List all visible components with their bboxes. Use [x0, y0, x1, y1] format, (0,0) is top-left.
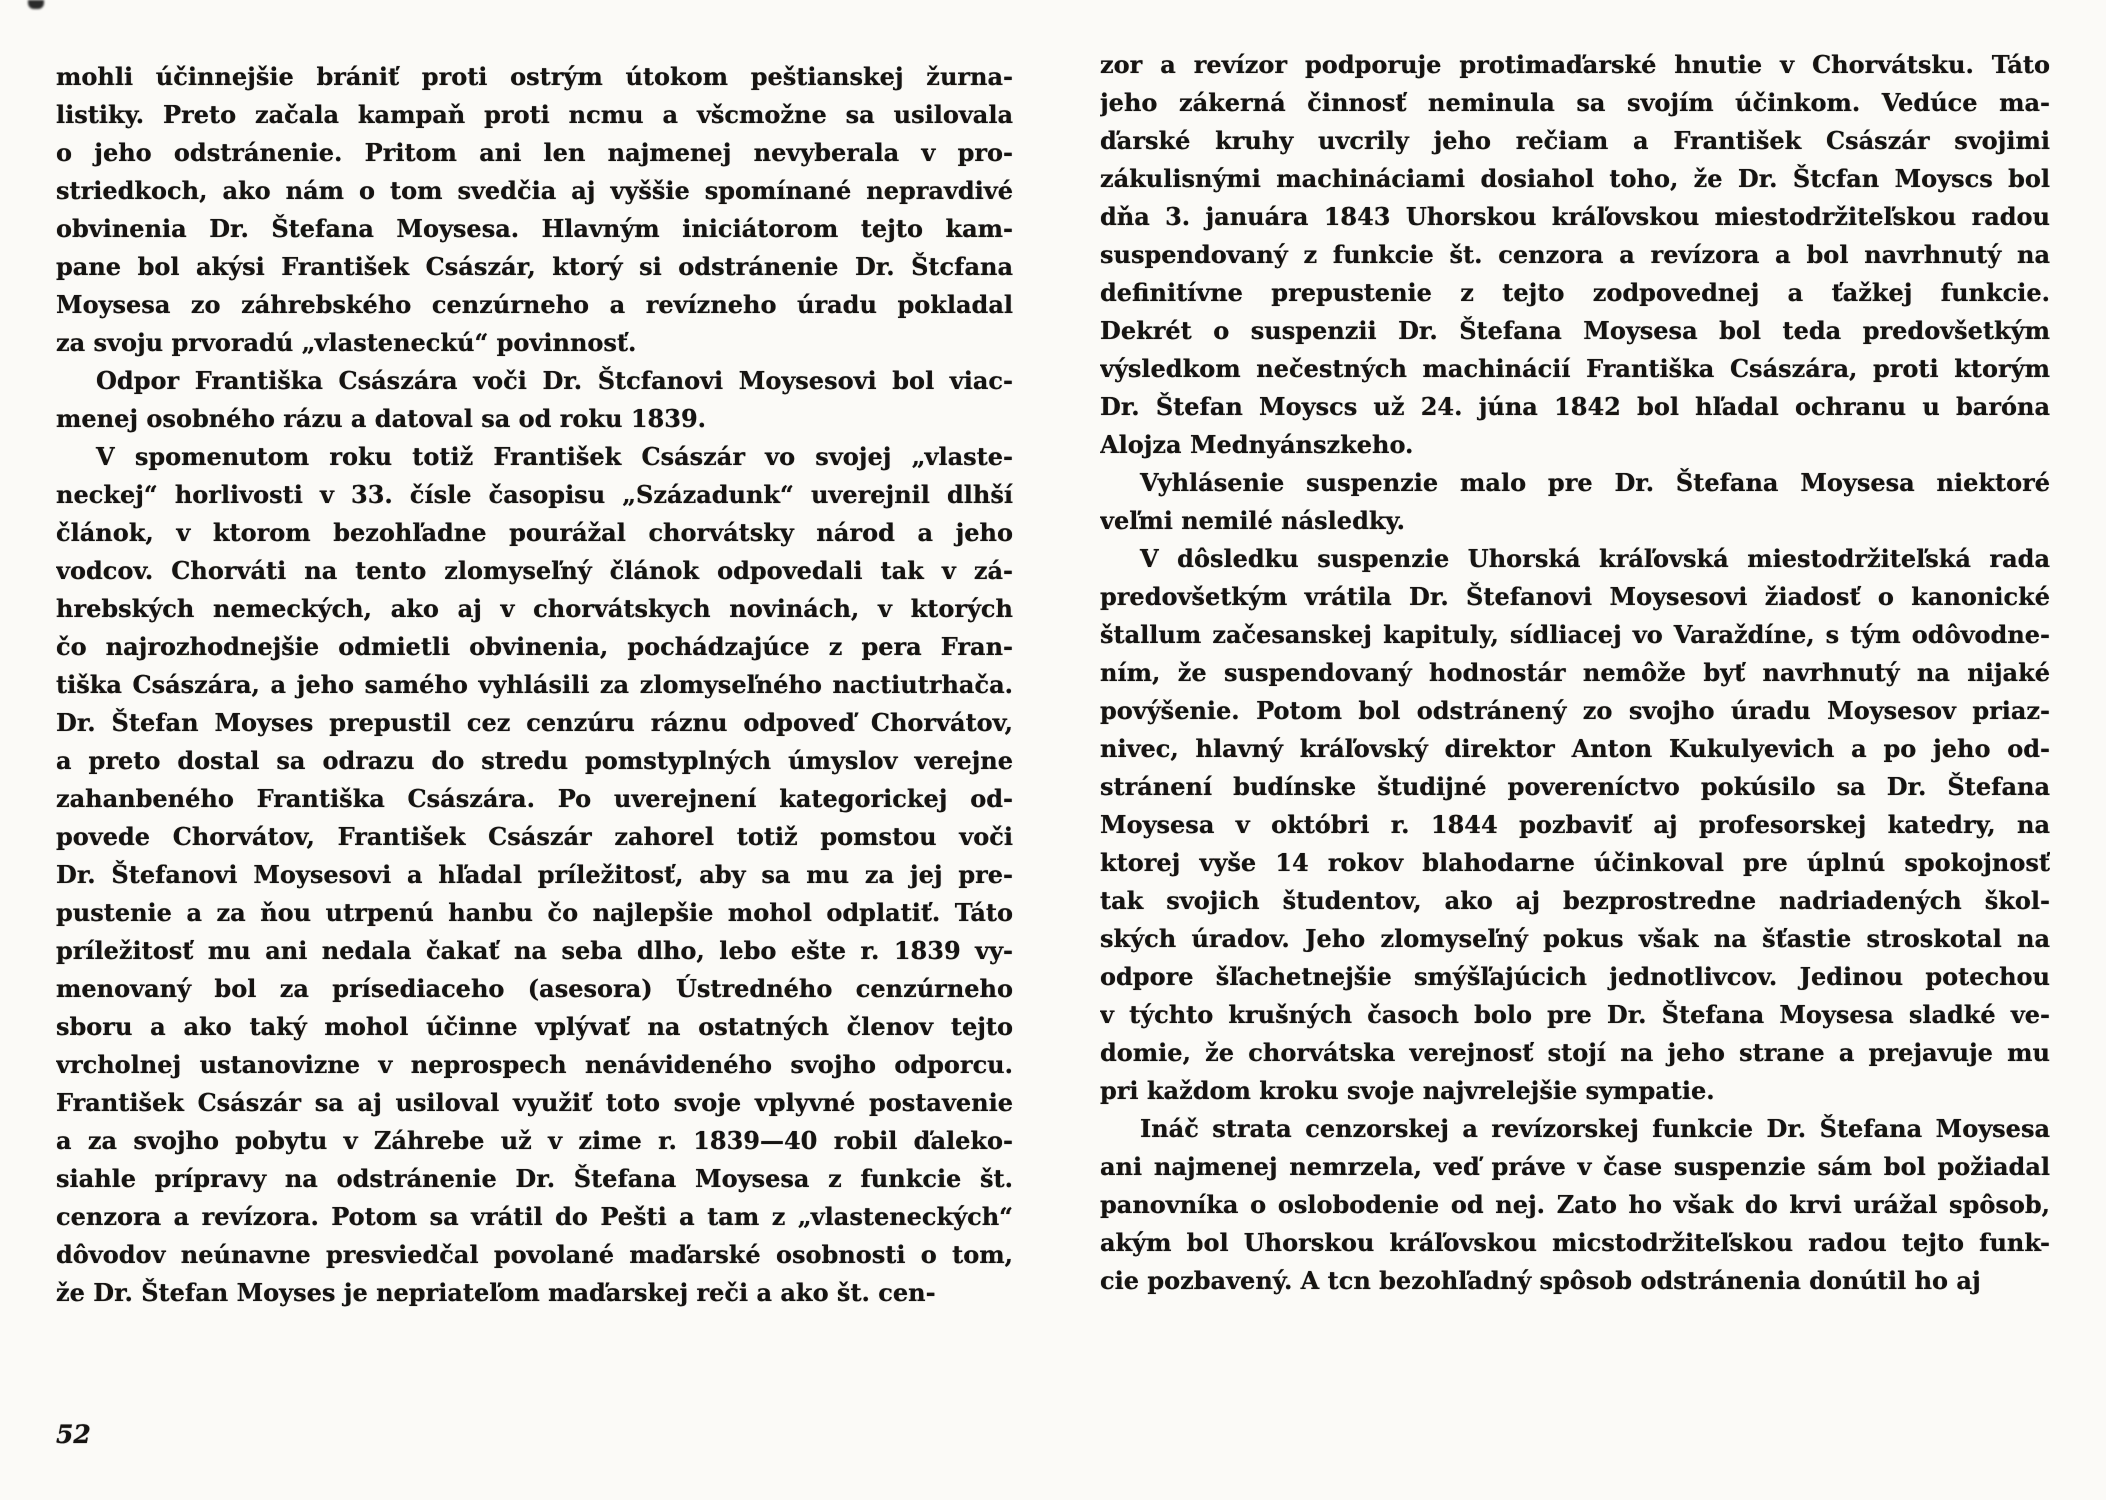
text-line: akým bol Uhorskou kráľovskou micstodržiteľskou radou tejto funk- — [1100, 1228, 2050, 1257]
text-line: nivec, hlavný kráľovský direktor Anton Kukulyevich a po jeho od- — [1100, 734, 2050, 763]
page-number: 52 — [56, 1420, 91, 1449]
text-line: zor a revízor podporuje protimaďarské hnutie v Chorvátsku. Táto — [1100, 50, 2050, 79]
text-line: príležitosť mu ani nedala čakať na seba dlho, lebo ešte r. 1839 vy- — [56, 936, 1013, 965]
paragraph — [1100, 1110, 2050, 1300]
text-line: tiška Császára, a jeho samého vyhlásili za zlomyseľného nactiutrhača. — [56, 670, 1013, 699]
text-line: v týchto krušných časoch bolo pre Dr. Štefana Moysesa sladké ve- — [1100, 1000, 2050, 1029]
text-line: Moysesa v októbri r. 1844 pozbaviť aj profesorskej katedry, na — [1100, 810, 2050, 839]
paragraph — [56, 362, 1013, 438]
text-line: V spomenutom roku totiž František Császár vo svojej „vlaste- — [96, 442, 1013, 471]
text-line: pane bol akýsi František Császár, ktorý si odstránenie Dr. Štcfana — [56, 252, 1013, 281]
text-line: vrcholnej ustanovizne v neprospech nenávideného svojho odporcu. — [56, 1050, 1013, 1079]
text-line: Dr. Štefan Moyses prepustil cez cenzúru ráznu odpoveď Chorvátov, — [56, 708, 1013, 737]
text-line: listiky. Preto začala kampaň proti ncmu a všcmožne sa usilovala — [56, 100, 1013, 129]
text-line: Odpor Františka Császára voči Dr. Štcfanovi Moysesovi bol viac- — [96, 366, 1013, 395]
text-line: pustenie a za ňou utrpenú hanbu čo najlepšie mohol odplatiť. Táto — [56, 898, 1013, 927]
text-line: jeho zákerná činnosť neminula sa svojím účinkom. Vedúce ma- — [1100, 88, 2050, 117]
text-line: o jeho odstránenie. Pritom ani len najmenej nevyberala v pro- — [56, 138, 1013, 167]
text-line: V dôsledku suspenzie Uhorská kráľovská miestodržiteľská rada — [1140, 544, 2050, 573]
text-line: neckej“ horlivosti v 33. čísle časopisu „Századunk“ uverejnil dlhší — [56, 480, 1013, 509]
text-line: veľmi nemilé následky. — [1100, 506, 1406, 535]
text-line: stránení budínske študijné povereníctvo pokúsilo sa Dr. Štefana — [1100, 772, 2050, 801]
text-line: čo najrozhodnejšie odmietli obvinenia, pochádzajúce z pera Fran- — [56, 632, 1013, 661]
text-line: ktorej vyše 14 rokov blahodarne účinkoval pre úplnú spokojnosť — [1100, 848, 2050, 877]
text-line: dôvodov neúnavne presviedčal povolané maďarské osobnosti o tom, — [56, 1240, 1013, 1269]
text-line: Vyhlásenie suspenzie malo pre Dr. Štefana Moysesa niektoré — [1140, 468, 2050, 497]
text-line: striedkoch, ako nám o tom svedčia aj vyššie spomínané nepravdivé — [56, 176, 1013, 205]
paragraph — [56, 438, 1013, 1312]
text-line: povýšenie. Potom bol odstránený zo svojho úradu Moysesov priaz- — [1100, 696, 2050, 725]
paragraph — [1100, 464, 2050, 540]
text-line: sboru a ako taký mohol účinne vplývať na ostatných členov tejto — [56, 1012, 1013, 1041]
text-line: zákulisnými machináciami dosiahol toho, že Dr. Štcfan Moyscs bol — [1100, 164, 2050, 193]
text-line: domie, že chorvátska verejnosť stojí na jeho strane a prejavuje mu — [1100, 1038, 2050, 1067]
text-line: povede Chorvátov, František Császár zahorel totiž pomstou voči — [56, 822, 1013, 851]
text-line: výsledkom nečestných machinácií Františka Császára, proti ktorým — [1100, 354, 2050, 383]
paragraph — [56, 58, 1013, 362]
text-line: Dr. Štefan Moyscs už 24. júna 1842 bol hľadal ochranu u baróna — [1100, 392, 2050, 421]
paragraph — [1100, 46, 2050, 464]
right-page-text-column — [1100, 46, 2050, 1300]
text-line: obvinenia Dr. Štefana Moysesa. Hlavným iniciátorom tejto kam- — [56, 214, 1013, 243]
text-line: cenzora a revízora. Potom sa vrátil do Pešti a tam z „vlasteneckých“ — [56, 1202, 1013, 1231]
scan-artifact-speck — [28, 0, 44, 9]
left-page-text-column — [56, 58, 1013, 1312]
text-line: menej osobného rázu a datoval sa od roku 1839. — [56, 404, 706, 433]
text-line: Dr. Štefanovi Moysesovi a hľadal príležitosť, aby sa mu za jej pre- — [56, 860, 1013, 889]
text-line: ských úradov. Jeho zlomyseľný pokus však na šťastie stroskotal na — [1100, 924, 2050, 953]
text-line: cie pozbavený. A tcn bezohľadný spôsob odstránenia donútil ho aj — [1100, 1266, 1981, 1295]
text-line: že Dr. Štefan Moyses je nepriateľom maďarskej reči a ako št. cen- — [56, 1278, 936, 1307]
text-line: článok, v ktorom bezohľadne pourážal chorvátsky národ a jeho — [56, 518, 1013, 547]
text-line: panovníka o oslobodenie od nej. Zato ho však do krvi urážal spôsob, — [1100, 1190, 2050, 1219]
text-line: suspendovaný z funkcie št. cenzora a revízora a bol navrhnutý na — [1100, 240, 2050, 269]
text-line: zahanbeného Františka Császára. Po uverejnení kategorickej od- — [56, 784, 1013, 813]
text-line: siahle prípravy na odstránenie Dr. Štefana Moysesa z funkcie št. — [56, 1164, 1013, 1193]
text-line: ním, že suspendovaný hodnostár nemôže byť navrhnutý na nijaké — [1100, 658, 2050, 687]
text-line: štallum začesanskej kapituly, sídliacej vo Varaždíne, s tým odôvodne- — [1100, 620, 2050, 649]
paragraph — [1100, 540, 2050, 1110]
text-line: predovšetkým vrátila Dr. Štefanovi Moysesovi žiadosť o kanonické — [1100, 582, 2050, 611]
text-line: mohli účinnejšie brániť proti ostrým útokom peštianskej žurna- — [56, 62, 1013, 91]
text-line: hrebských nemeckých, ako aj v chorvátskych novinách, v ktorých — [56, 594, 1013, 623]
text-line: odpore šľachetnejšie smýšľajúcich jednotlivcov. Jedinou potechou — [1100, 962, 2050, 991]
text-line: pri každom kroku svoje najvrelejšie sympatie. — [1100, 1076, 1715, 1105]
text-line: menovaný bol za prísediaceho (asesora) Ústredného cenzúrneho — [56, 974, 1013, 1003]
text-line: dňa 3. januára 1843 Uhorskou kráľovskou miestodržiteľskou radou — [1100, 202, 2050, 231]
text-line: ani najmenej nemrzela, veď práve v čase suspenzie sám bol požiadal — [1100, 1152, 2050, 1181]
text-line: a preto dostal sa odrazu do stredu pomstyplných úmyslov verejne — [56, 746, 1013, 775]
text-line: vodcov. Chorváti na tento zlomyseľný článok odpovedali tak v zá- — [56, 556, 1013, 585]
text-line: definitívne prepustenie z tejto zodpovednej a ťažkej funkcie. — [1100, 278, 2050, 307]
text-line: Dekrét o suspenzii Dr. Štefana Moysesa bol teda predovšetkým — [1100, 316, 2050, 345]
text-line: Moysesa zo záhrebského cenzúrneho a revízneho úradu pokladal — [56, 290, 1013, 319]
text-line: Ináč strata cenzorskej a revízorskej funkcie Dr. Štefana Moysesa — [1140, 1114, 2050, 1143]
text-line: za svoju prvoradú „vlasteneckú“ povinnosť. — [56, 328, 637, 357]
text-line: ďarské kruhy uvcrily jeho rečiam a František Császár svojimi — [1100, 126, 2050, 155]
text-line: František Császár sa aj usiloval využiť toto svoje vplyvné postavenie — [56, 1088, 1013, 1117]
text-line: Alojza Mednyánszkeho. — [1100, 430, 1414, 459]
text-line: tak svojich študentov, ako aj bezprostredne nadriadených škol- — [1100, 886, 2050, 915]
text-line: a za svojho pobytu v Záhrebe už v zime r. 1839—40 robil ďaleko- — [56, 1126, 1013, 1155]
